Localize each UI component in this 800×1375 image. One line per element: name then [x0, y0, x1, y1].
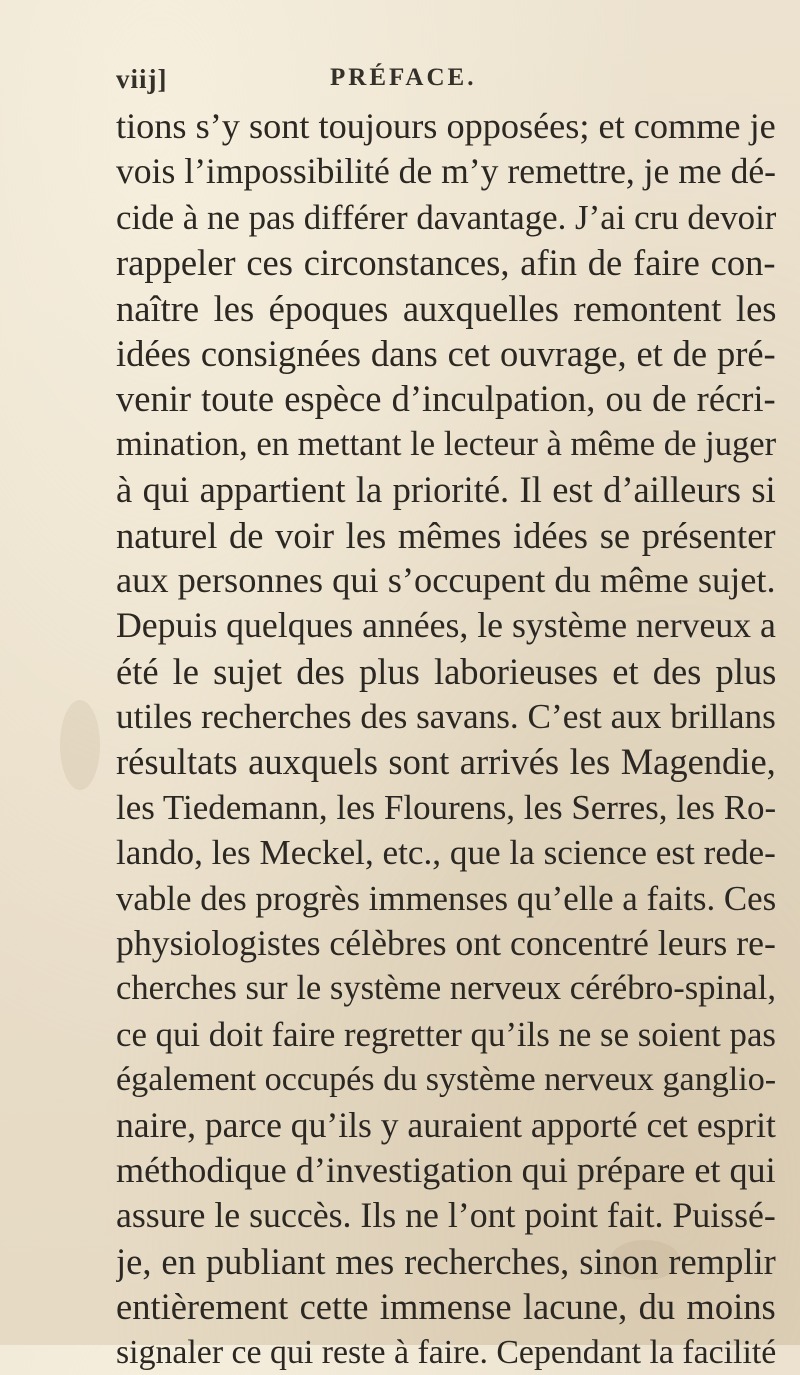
text-line: à qui appartient la priorité. Il est d’ailleurs si: [116, 469, 776, 511]
page-number: viij]: [116, 64, 168, 94]
text-line: résultats auxquels sont arrivés les Magendie,: [116, 741, 776, 783]
text-line: cherches sur le système nerveux cérébro-spinal,: [116, 969, 776, 1008]
text-line: ce qui doit faire regretter qu’ils ne se soient pas: [116, 1014, 776, 1054]
text-line: méthodique d’investigation qui prépare et qui: [116, 1149, 776, 1190]
text-line: assure le succès. Ils ne l’ont point fait. Puissé-: [116, 1195, 776, 1236]
text-line: les Tiedemann, les Flourens, les Serres, les Ro-: [116, 787, 776, 827]
text-line: également occupés du système nerveux ganglio-: [116, 1061, 776, 1099]
text-line: je, en publiant mes recherches, sinon remplir: [116, 1240, 776, 1282]
text-line: tions s’y sont toujours opposées; et comme je: [116, 106, 776, 146]
text-line: lando, les Meckel, etc., que la science est rede-: [116, 833, 776, 873]
text-line: vable des progrès immenses qu’elle a faits. Ces: [116, 878, 776, 918]
text-line: signaler ce qui reste à faire. Cependant la facilité: [116, 1333, 776, 1371]
text-line: mination, en mettant le lecteur à même de juger: [116, 424, 776, 463]
text-line: vois l’impossibilité de m’y remettre, je me dé-: [116, 151, 776, 192]
text-line: physiologistes célèbres ont concentré leurs re-: [116, 923, 776, 964]
text-line: naire, parce qu’ils y auraient apporté cet esprit: [116, 1104, 776, 1145]
paper-stain: [60, 700, 100, 790]
text-line: entièrement cette immense lacune, du moins: [116, 1286, 776, 1328]
page-header-title: PRÉFACE.: [330, 64, 477, 91]
text-line: venir toute espèce d’inculpation, ou de récri-: [116, 378, 776, 420]
text-line: aux personnes qui s’occupent du même sujet.: [116, 559, 776, 600]
text-line: été le sujet des plus laborieuses et des plus: [116, 650, 776, 692]
text-line: utiles recherches des savans. C’est aux brillans: [116, 697, 776, 737]
running-head: [116, 64, 776, 94]
text-line: idées consignées dans cet ouvrage, et de pré-: [116, 332, 776, 374]
body-text: [116, 104, 776, 1375]
text-line: naître les époques auxquelles remontent les: [116, 287, 776, 329]
text-line: cide à ne pas différer davantage. J’ai cru devoir: [116, 197, 776, 237]
text-line: rappeler ces circonstances, afin de faire con-: [116, 242, 776, 284]
text-line: naturel de voir les mêmes idées se présenter: [116, 514, 776, 556]
text-line: Depuis quelques années, le système nerveux a: [116, 605, 776, 646]
